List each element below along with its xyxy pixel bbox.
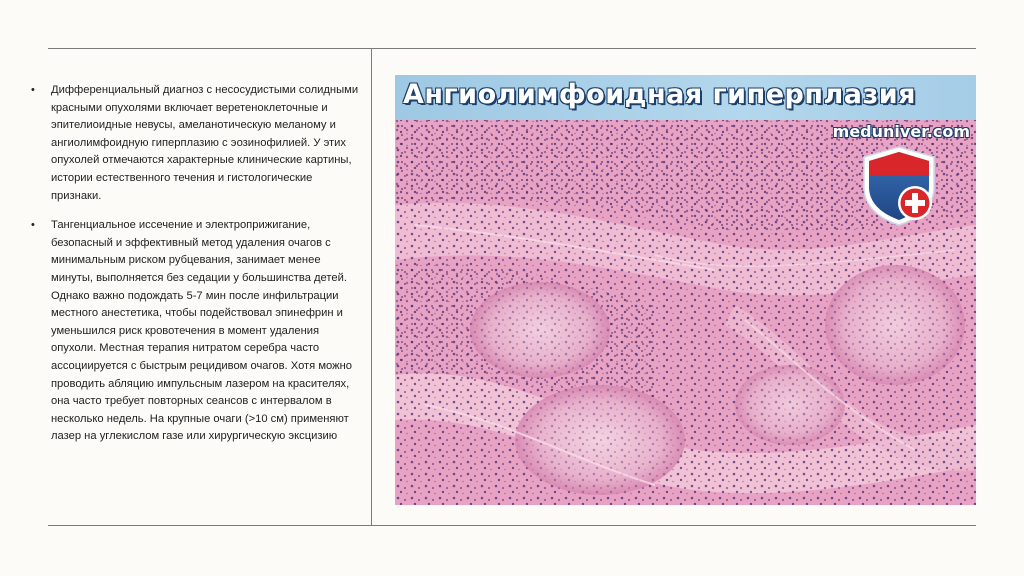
bullet-text: Тангенциальное иссечение и электроприжигание, безопасный и эффективный метод удаления очагов с минимальным риском рубцевания, занимает менее минуты, выполняется без седации у большинства детей. Однако важно подождать 5-7 мин после инфильтрации местного анестетика, чтобы подействовал эпинефрин и уменьшился риск кровотечения в момент удаления опухоли. Местная терапия нитратом серебра часто ассоциируется с быстрым рецидивом очагов. Хотя можно проводить абляцию импульсным лазером на красителях, она часто требует повторных сеансов с интервалом в несколько недель. На крупные очаги (>10 см) применяют лазер на углекислом газе или хирургическую эксцизию bbox=[51, 219, 353, 443]
lymphoid-nodule bbox=[515, 385, 685, 495]
watermark-text: meduniver.com bbox=[832, 122, 970, 141]
bullet-marker: • bbox=[31, 84, 35, 96]
bullet-text: Дифференциальный диагноз с несосудистыми солидными красными опухолями включает веретеноклеточные и эпителиоидные невусы, амеланотическую меланому и ангиолимфоидную гиперплазию с эозинофилией. У этих опухолей отмечаются характерные клинические картины, истории естественного течения и гистологические признаки. bbox=[51, 84, 359, 202]
bullet-item bbox=[31, 82, 361, 205]
top-divider bbox=[48, 48, 976, 49]
bottom-divider bbox=[48, 525, 976, 526]
bullet-marker: • bbox=[31, 219, 35, 232]
shield-cross-icon bbox=[860, 145, 938, 227]
bullet-item bbox=[31, 217, 361, 446]
lymphoid-nodule bbox=[825, 265, 965, 385]
lymphoid-nodule bbox=[735, 365, 845, 445]
vertical-divider bbox=[371, 48, 372, 526]
figure-title: Ангиолимфоидная гиперплазия bbox=[403, 79, 916, 110]
text-column bbox=[31, 82, 361, 458]
lymphoid-nodule bbox=[470, 282, 610, 378]
histology-image bbox=[395, 75, 976, 505]
